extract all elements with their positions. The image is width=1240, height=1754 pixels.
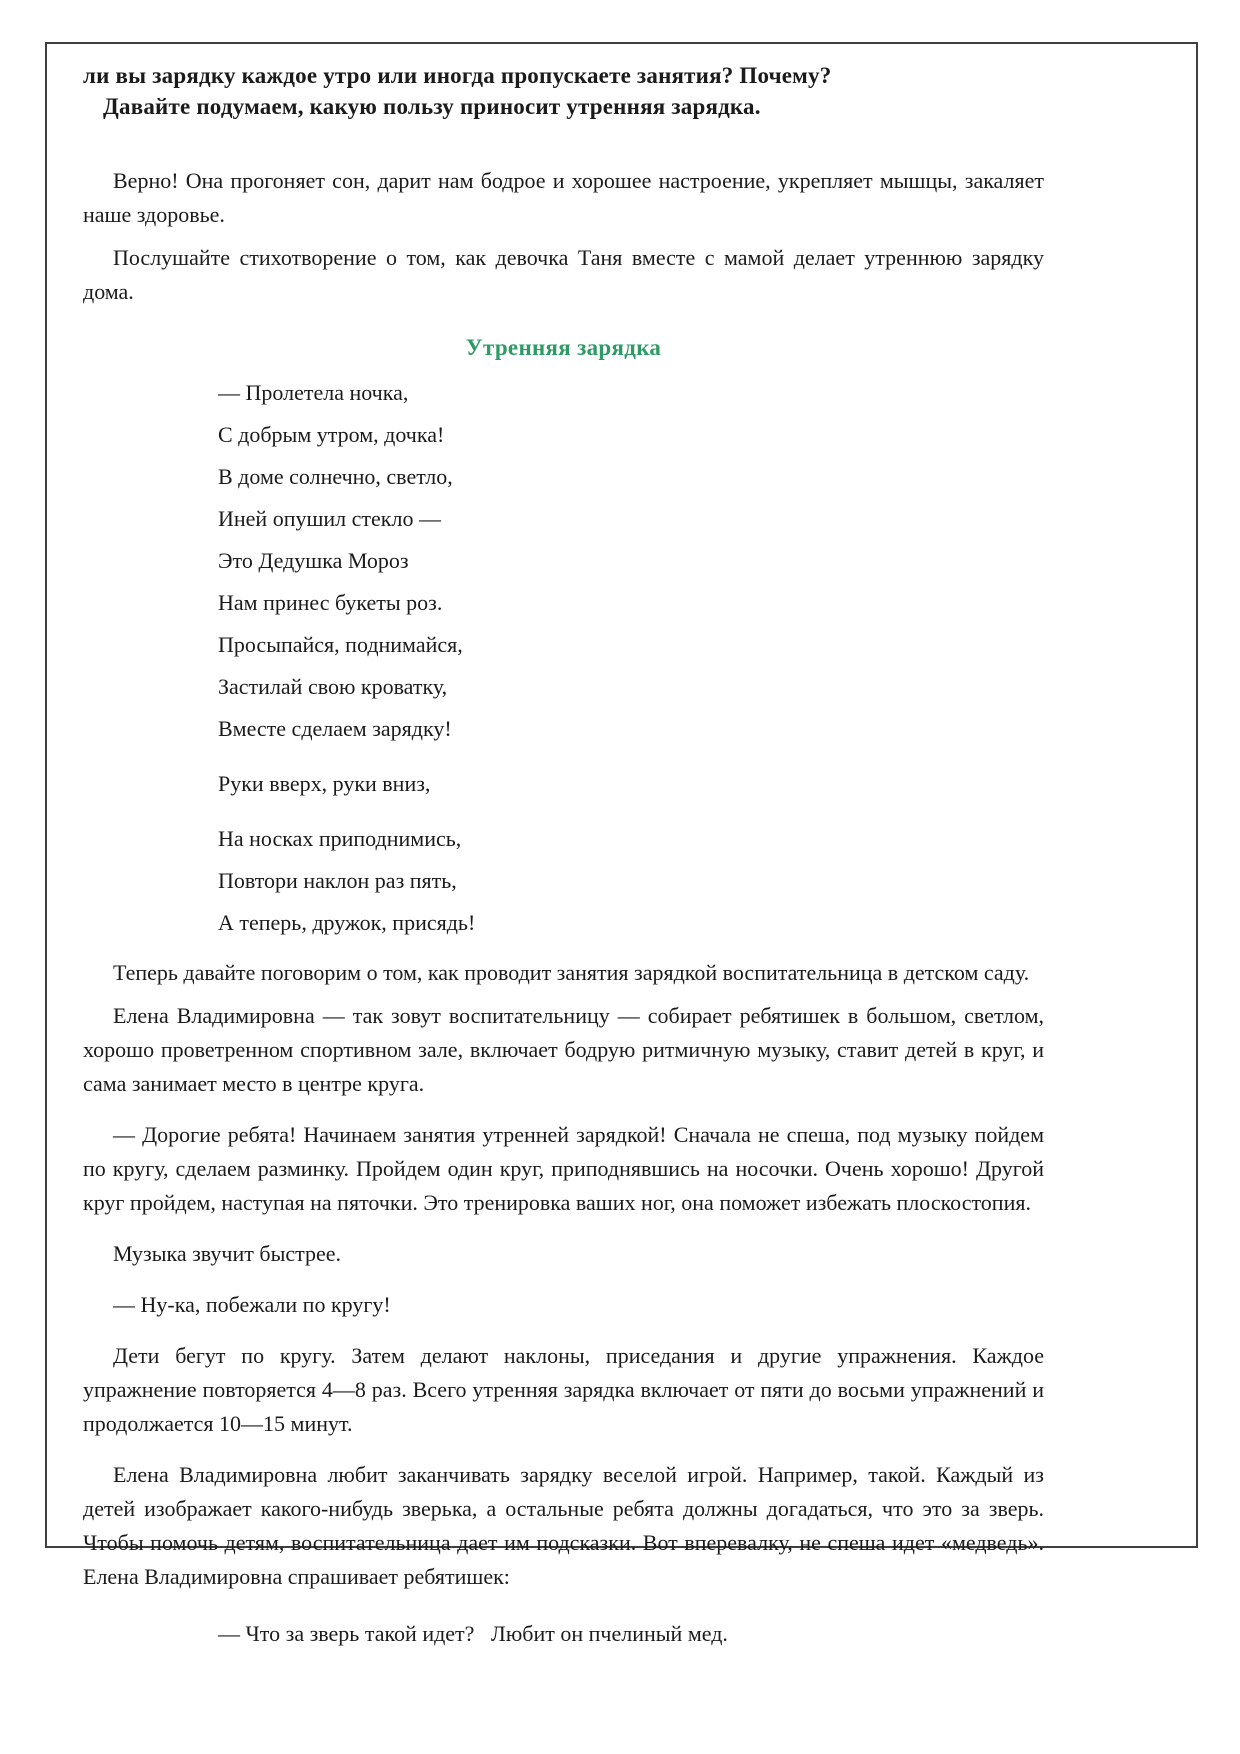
poem-stanza-2: [218, 768, 1044, 799]
body-paragraph-4: Музыка звучит быстрее.: [113, 1241, 342, 1266]
poem-line: Застилай свою кроватку,: [218, 674, 448, 699]
poem-title: Утренняя зарядка: [465, 335, 662, 360]
poem-line: С добрым утром, дочка!: [218, 422, 445, 447]
poem-line: Повтори наклон раз пять,: [218, 868, 457, 893]
poem-line: Руки вверх, руки вниз,: [218, 771, 431, 796]
poem-line: На носках приподнимись,: [218, 826, 462, 851]
body-paragraph-2: Елена Владимировна — так зовут воспитательницу — собирает ребятишек в большом, светлом, хорошо проветренном спортивном зале, включает бодрую ритмичную музыку, ставит детей в круг, и сама занимает место в центре круга.: [83, 1003, 1044, 1096]
body-paragraph-1: Теперь давайте поговорим о том, как проводит занятия зарядкой воспитательница в детском саду.: [113, 960, 1030, 985]
poem-line: Просыпайся, поднимайся,: [218, 632, 463, 657]
poem-block: [218, 377, 1044, 938]
intro-paragraph-1: Верно! Она прогоняет сон, дарит нам бодрое и хорошее настроение, укрепляет мышцы, закаляет наше здоровье.: [83, 168, 1044, 227]
poem-line: Нам принес букеты роз.: [218, 590, 443, 615]
body-paragraph-6: Дети бегут по кругу. Затем делают наклоны, приседания и другие упражнения. Каждое упражнение повторяется 4—8 раз. Всего утренняя зарядка включает от пяти до восьми упражнений и продолжается 10—15 минут.: [83, 1343, 1044, 1436]
body-paragraph-5: — Ну-ка, побежали по кругу!: [113, 1292, 391, 1317]
poem-line: Иней опушил стекло —: [218, 506, 441, 531]
intro-paragraph-2: Послушайте стихотворение о том, как девочка Таня вместе с мамой делает утреннюю зарядку дома.: [83, 245, 1044, 304]
page-border-frame: [45, 42, 1198, 1646]
spacer: [83, 1603, 1044, 1611]
spacer: [83, 1110, 1044, 1118]
poem-line: — Пролетела ночка,: [218, 380, 409, 405]
body-paragraph-7: Елена Владимировна любит заканчивать зарядку веселой игрой. Например, такой. Каждый из детей изображает какого-нибудь зверька, а остальные ребята должны догадаться, что это за зверь. Чтобы помочь детям, воспитательница дает им подсказки. Вот вперевалку, не спеша идет «медведь». Елена Владимировна спрашивает ребятишек:: [83, 1462, 1044, 1589]
lead-bold-line-1: ли вы зарядку каждое утро или иногда пропускаете занятия? Почему?: [83, 63, 832, 88]
closing-dialog-line: — Что за зверь такой идет? Любит он пчелиный мед.: [218, 1621, 728, 1646]
spacer: [83, 122, 1044, 164]
poem-stanza-1: [218, 377, 1044, 744]
poem-line: В доме солнечно, светло,: [218, 464, 453, 489]
body-paragraph-3: — Дорогие ребята! Начинаем занятия утренней зарядкой! Сначала не спеша, под музыку пойдем по кругу, сделаем разминку. Пройдем один круг, приподнявшись на носочки. Очень хорошо! Другой круг пройдем, наступая на пяточки. Это тренировка ваших ног, она поможет избежать плоскостопия.: [83, 1122, 1044, 1215]
poem-line: А теперь, дружок, присядь!: [218, 910, 476, 935]
spacer: [83, 1450, 1044, 1458]
poem-line: Это Дедушка Мороз: [218, 548, 409, 573]
poem-stanza-3: [218, 823, 1044, 938]
spacer: [83, 1280, 1044, 1288]
poem-line: Вместе сделаем зарядку!: [218, 716, 452, 741]
spacer: [83, 1229, 1044, 1237]
spacer: [83, 1331, 1044, 1339]
lead-bold-line-2: Давайте подумаем, какую пользу приносит утренняя зарядка.: [103, 94, 761, 119]
